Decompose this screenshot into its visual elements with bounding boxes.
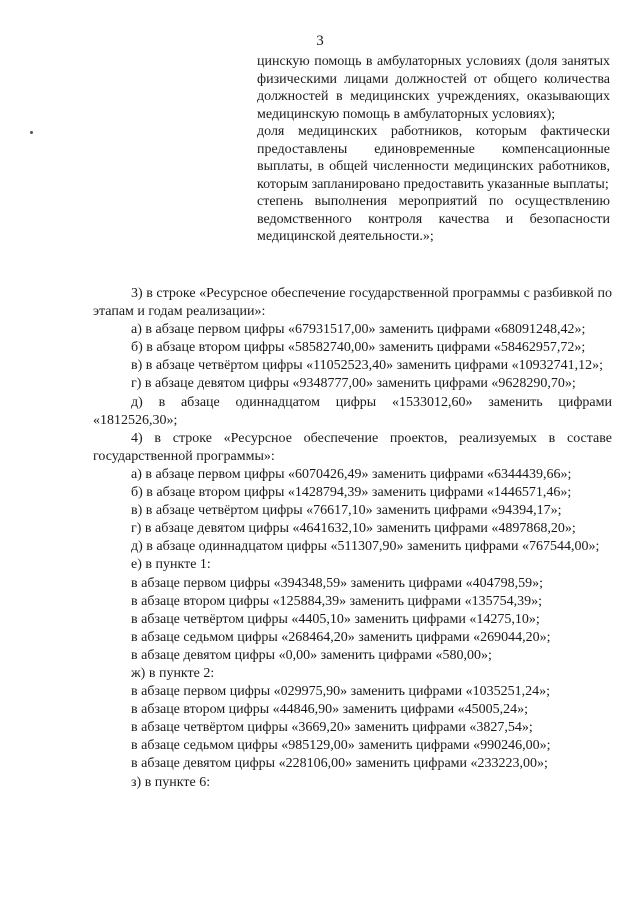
amendment-paragraph: в абзаце девятом цифры «228106,00» заменить цифрами «233223,00»; xyxy=(131,756,548,772)
indicator-paragraph: доля медицинских работников, которым фактически предоставлены единовременные компенсационные выплаты, в общей численности медицинских работников, которым запланировано предоставить указанные выплаты; xyxy=(257,124,610,192)
amendment-paragraph: в абзаце первом цифры «029975,90» заменить цифрами «1035251,24»; xyxy=(131,684,550,700)
amendment-paragraph: в) в абзаце четвёртом цифры «76617,10» заменить цифрами «94394,17»; xyxy=(131,503,562,519)
page-number: 3 xyxy=(316,33,324,49)
amendment-paragraph: г) в абзаце девятом цифры «4641632,10» заменить цифрами «4897868,20»; xyxy=(131,521,576,537)
amendment-paragraph: з) в пункте 6: xyxy=(131,774,211,790)
amendment-paragraph: 4) в строке «Ресурсное обеспечение проектов, реализуемых в составе государственной программы»: xyxy=(93,430,612,464)
amendment-paragraph: в абзаце девятом цифры «0,00» заменить цифрами «580,00»; xyxy=(131,647,492,663)
amendment-paragraph: в абзаце втором цифры «125884,39» заменить цифрами «135754,39»; xyxy=(131,593,542,609)
indicator-list-continuation xyxy=(257,53,610,246)
amendment-paragraph: д) в абзаце одиннадцатом цифры «511307,90» заменить цифрами «767544,00»; xyxy=(131,539,600,555)
amendment-list xyxy=(93,285,612,792)
amendment-paragraph: б) в абзаце втором цифры «1428794,39» заменить цифрами «1446571,46»; xyxy=(131,485,572,501)
amendment-paragraph: в абзаце первом цифры «394348,59» заменить цифрами «404798,59»; xyxy=(131,575,543,591)
amendment-paragraph: г) в абзаце девятом цифры «9348777,00» заменить цифрами «9628290,70»; xyxy=(131,376,576,392)
amendment-paragraph: в абзаце четвёртом цифры «3669,20» заменить цифрами «3827,54»; xyxy=(131,720,533,736)
amendment-paragraph: а) в абзаце первом цифры «67931517,00» заменить цифрами «68091248,42»; xyxy=(131,322,586,338)
scan-speck xyxy=(30,131,33,134)
indicator-paragraph: цинскую помощь в амбулаторных условиях (доля занятых физическими лицами должностей от общего количества должностей в медицинских учреждениях, оказывающих медицинскую помощь в амбулаторных условиях); xyxy=(257,54,610,122)
amendment-paragraph: ж) в пункте 2: xyxy=(131,665,215,681)
amendment-paragraph: б) в абзаце втором цифры «58582740,00» заменить цифрами «58462957,72»; xyxy=(131,340,586,356)
amendment-paragraph: 3) в строке «Ресурсное обеспечение государственной программы с разбивкой по этапам и годам реализации»: xyxy=(93,286,612,320)
amendment-paragraph: д) в абзаце одиннадцатом цифры «1533012,60» заменить цифрами «1812526,30»; xyxy=(93,394,612,428)
amendment-paragraph: в) в абзаце четвёртом цифры «11052523,40» заменить цифрами «10932741,12»; xyxy=(131,358,603,374)
amendment-paragraph: е) в пункте 1: xyxy=(131,557,211,573)
amendment-paragraph: в абзаце седьмом цифры «985129,00» заменить цифрами «990246,00»; xyxy=(131,738,551,754)
indicator-paragraph: степень выполнения мероприятий по осуществлению ведомственного контроля качества и безопасности медицинской деятельности.»; xyxy=(257,194,610,244)
amendment-paragraph: в абзаце четвёртом цифры «4405,10» заменить цифрами «14275,10»; xyxy=(131,611,540,627)
amendment-paragraph: в абзаце седьмом цифры «268464,20» заменить цифрами «269044,20»; xyxy=(131,629,551,645)
amendment-paragraph: в абзаце втором цифры «44846,90» заменить цифрами «45005,24»; xyxy=(131,702,528,718)
amendment-paragraph: а) в абзаце первом цифры «6070426,49» заменить цифрами «6344439,66»; xyxy=(131,466,572,482)
